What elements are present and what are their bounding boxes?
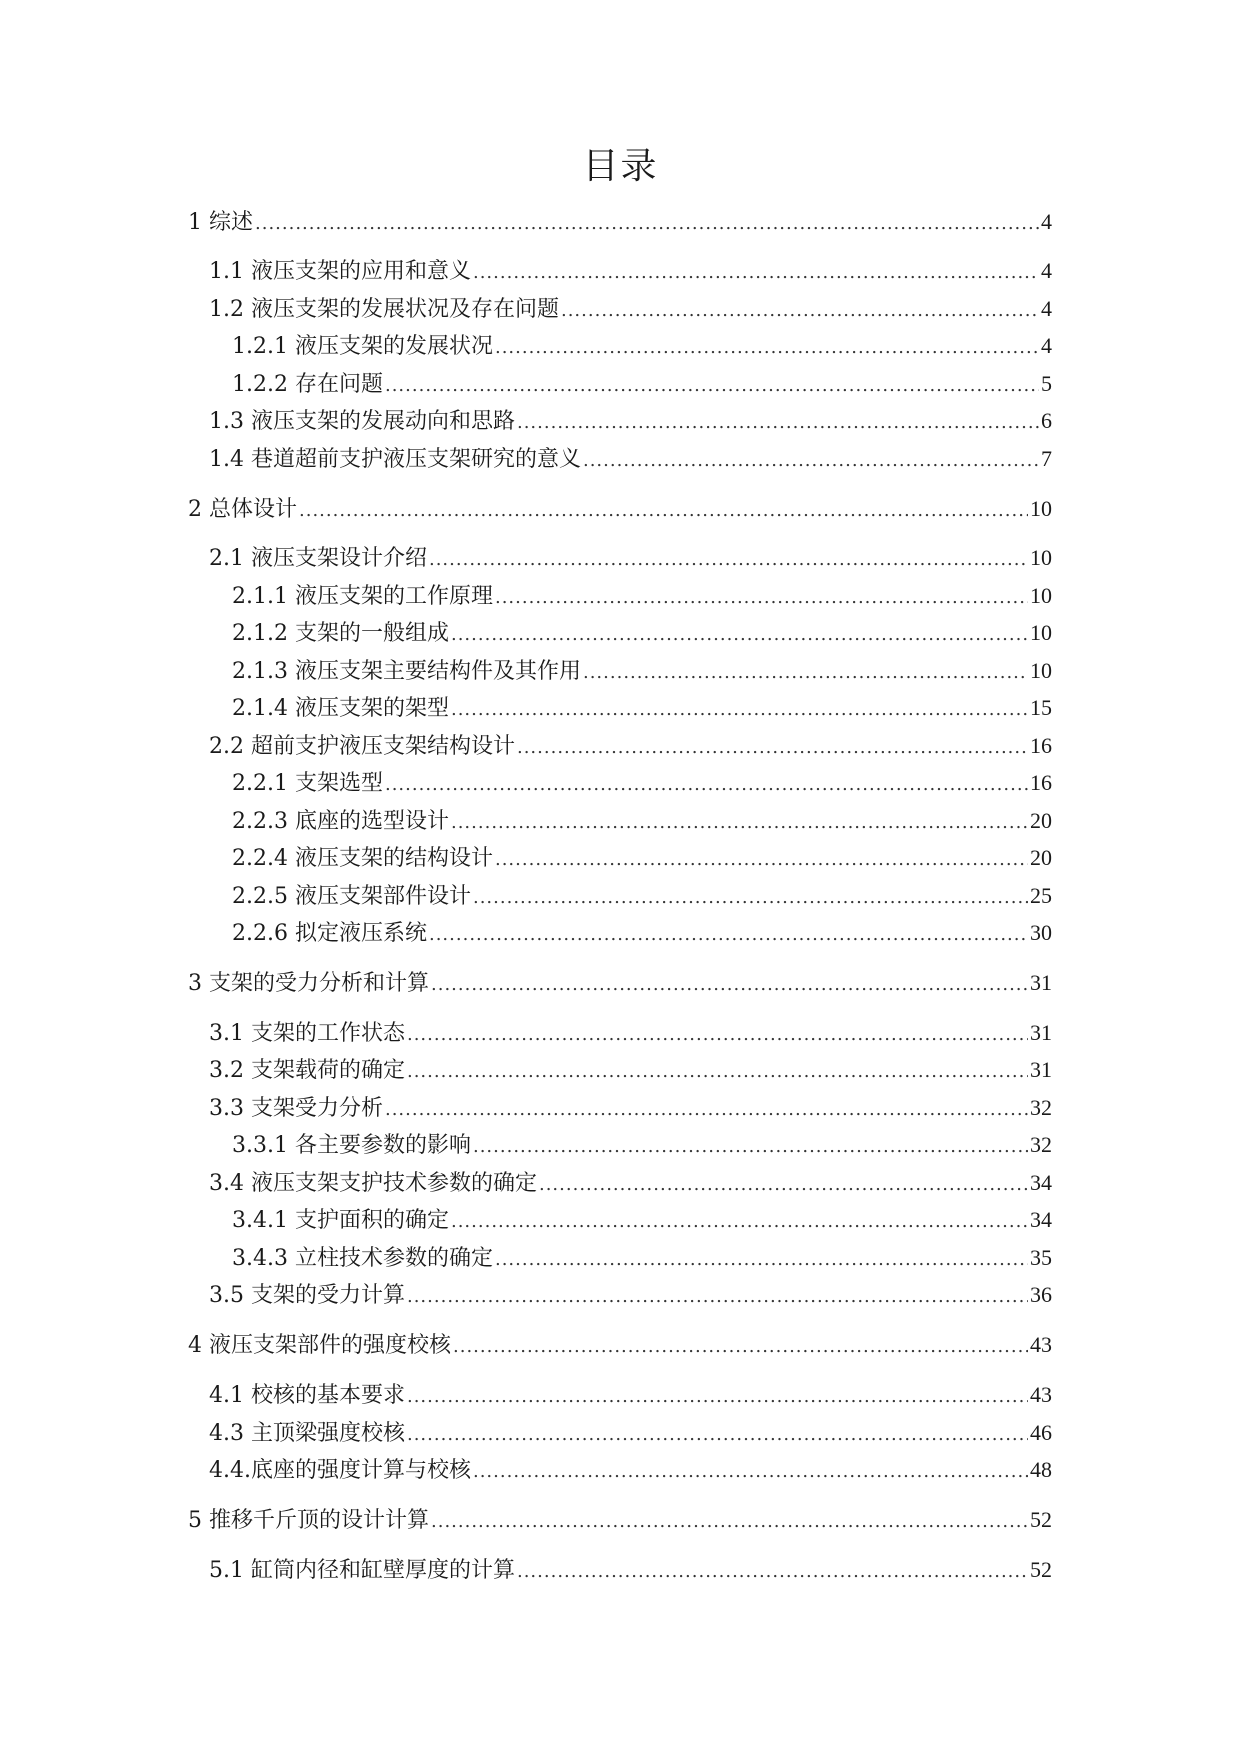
- toc-entry-label: 5.1 缸筒内径和缸壁厚度的计算: [209, 1558, 515, 1583]
- toc-entry-label: 3.5 支架的受力计算: [209, 1283, 405, 1308]
- toc-page-number: 15: [1030, 695, 1052, 720]
- toc-page-number: 35: [1030, 1245, 1052, 1270]
- toc-page-number: 32: [1030, 1132, 1052, 1157]
- toc-page-number: 7: [1041, 446, 1052, 471]
- toc-entry[interactable]: [209, 404, 1052, 438]
- toc-entry[interactable]: [232, 766, 1052, 800]
- toc-entry-label: 4 液压支架部件的强度校核: [188, 1333, 451, 1358]
- toc-entry[interactable]: [209, 292, 1052, 326]
- toc-entry[interactable]: [209, 254, 1052, 288]
- dot-leader: [451, 618, 1028, 652]
- toc-page-number: 20: [1030, 808, 1052, 833]
- toc-page-number: 20: [1030, 845, 1052, 870]
- toc-page-number: 4: [1041, 258, 1052, 283]
- dot-leader: [431, 968, 1028, 1002]
- toc-entry[interactable]: [232, 804, 1052, 838]
- toc-entry[interactable]: [232, 1128, 1052, 1162]
- toc-page-number: 10: [1030, 658, 1052, 683]
- toc-entry-label: 4.3 主顶梁强度校核: [209, 1421, 405, 1446]
- toc-entry-label: 1.4 巷道超前支护液压支架研究的意义: [209, 447, 581, 472]
- toc-page-number: 10: [1030, 620, 1052, 645]
- toc-page-number: 31: [1030, 1057, 1052, 1082]
- dot-leader: [451, 1205, 1028, 1239]
- toc-entry-label: 1 综述: [188, 210, 253, 235]
- toc-entry[interactable]: [232, 616, 1052, 650]
- toc-page-number: 10: [1030, 583, 1052, 608]
- toc-entry[interactable]: [188, 1328, 1052, 1362]
- toc-entry-label: 2.1.4 液压支架的架型: [232, 696, 449, 721]
- toc-entry[interactable]: [209, 541, 1052, 575]
- toc-entry-label: 3.4 液压支架支护技术参数的确定: [209, 1171, 537, 1196]
- toc-entry-label: 3.4.1 支护面积的确定: [232, 1208, 449, 1233]
- toc-page-number: 43: [1030, 1382, 1052, 1407]
- toc-entry[interactable]: [232, 879, 1052, 913]
- toc-page-number: 10: [1030, 545, 1052, 570]
- toc-page-number: 4: [1041, 333, 1052, 358]
- toc-entry-label: 3.4.3 立柱技术参数的确定: [232, 1246, 493, 1271]
- toc-page-number: 31: [1030, 970, 1052, 995]
- dot-leader: [539, 1168, 1028, 1202]
- toc-entry-label: 1.3 液压支架的发展动向和思路: [209, 409, 515, 434]
- toc-page-number: 43: [1030, 1332, 1052, 1357]
- toc-entry-label: 3.3 支架受力分析: [209, 1096, 383, 1121]
- toc-entry[interactable]: [232, 367, 1052, 401]
- dot-leader: [255, 207, 1039, 241]
- toc-entry[interactable]: [209, 1416, 1052, 1450]
- dot-leader: [473, 256, 1039, 290]
- toc-page-number: 30: [1030, 920, 1052, 945]
- toc-entry-label: 2 总体设计: [188, 497, 297, 522]
- toc-entry[interactable]: [209, 1553, 1052, 1587]
- toc-entry[interactable]: [209, 1166, 1052, 1200]
- dot-leader: [407, 1018, 1028, 1052]
- toc-entry-label: 2.2 超前支护液压支架结构设计: [209, 734, 515, 759]
- toc-entry[interactable]: [232, 691, 1052, 725]
- toc-entry[interactable]: [209, 1053, 1052, 1087]
- dot-leader: [583, 656, 1028, 690]
- toc-page-number: 48: [1030, 1457, 1052, 1482]
- toc-page-number: 4: [1041, 296, 1052, 321]
- dot-leader: [299, 494, 1028, 528]
- toc-page-number: 6: [1041, 408, 1052, 433]
- toc-entry-label: 4.4.底座的强度计算与校核: [209, 1458, 471, 1483]
- toc-page-number: 16: [1030, 770, 1052, 795]
- toc-entry[interactable]: [209, 1091, 1052, 1125]
- toc-entry-label: 2.2.5 液压支架部件设计: [232, 884, 471, 909]
- dot-leader: [561, 294, 1039, 328]
- toc-page-number: 46: [1030, 1420, 1052, 1445]
- toc-page-number: 5: [1041, 371, 1052, 396]
- toc-page-number: 52: [1030, 1507, 1052, 1532]
- toc-entry-label: 1.1 液压支架的应用和意义: [209, 259, 471, 284]
- page-title: 目录: [582, 146, 659, 187]
- toc-entry-label: 2.1.2 支架的一般组成: [232, 621, 449, 646]
- toc-page-number: 31: [1030, 1020, 1052, 1045]
- dot-leader: [431, 1505, 1028, 1539]
- toc-entry-label: 3.1 支架的工作状态: [209, 1021, 405, 1046]
- toc-entry[interactable]: [209, 729, 1052, 763]
- dot-leader: [407, 1280, 1028, 1314]
- toc-entry[interactable]: [209, 1278, 1052, 1312]
- dot-leader: [429, 543, 1028, 577]
- toc-page-number: 52: [1030, 1557, 1052, 1582]
- toc-entry[interactable]: [188, 492, 1052, 526]
- toc-entry-label: 3.3.1 各主要参数的影响: [232, 1133, 471, 1158]
- dot-leader: [407, 1055, 1028, 1089]
- toc-entry[interactable]: [188, 966, 1052, 1000]
- toc-entry-label: 2.1 液压支架设计介绍: [209, 546, 427, 571]
- dot-leader: [517, 1555, 1028, 1589]
- toc-page-number: 32: [1030, 1095, 1052, 1120]
- toc-entry[interactable]: [232, 579, 1052, 613]
- dot-leader: [473, 1455, 1028, 1489]
- toc-entry[interactable]: [188, 205, 1052, 239]
- dot-leader: [495, 843, 1028, 877]
- dot-leader: [517, 406, 1039, 440]
- dot-leader: [429, 918, 1028, 952]
- toc-entry[interactable]: [209, 442, 1052, 476]
- dot-leader: [517, 731, 1028, 765]
- toc-entry-label: 4.1 校核的基本要求: [209, 1383, 405, 1408]
- toc-entry-label: 2.2.1 支架选型: [232, 771, 383, 796]
- toc-entry[interactable]: [209, 1453, 1052, 1487]
- toc-page-number: 36: [1030, 1282, 1052, 1307]
- toc-entry[interactable]: [209, 1016, 1052, 1050]
- toc-entry[interactable]: [209, 1378, 1052, 1412]
- toc-page-number: 34: [1030, 1170, 1052, 1195]
- toc-entry-label: 2.1.1 液压支架的工作原理: [232, 584, 493, 609]
- dot-leader: [451, 806, 1028, 840]
- toc-page-number: 4: [1041, 209, 1052, 234]
- toc-page-number: 34: [1030, 1207, 1052, 1232]
- toc-entry[interactable]: [188, 1503, 1052, 1537]
- dot-leader: [385, 768, 1028, 802]
- toc-page-number: 16: [1030, 733, 1052, 758]
- dot-leader: [495, 331, 1039, 365]
- toc-entry-label: 1.2.2 存在问题: [232, 372, 383, 397]
- toc-entry[interactable]: [232, 1203, 1052, 1237]
- toc-entry[interactable]: [232, 1241, 1052, 1275]
- toc-entry-label: 1.2.1 液压支架的发展状况: [232, 334, 493, 359]
- dot-leader: [473, 881, 1028, 915]
- dot-leader: [451, 693, 1028, 727]
- toc-entry-label: 2.2.3 底座的选型设计: [232, 809, 449, 834]
- toc-entry[interactable]: [232, 841, 1052, 875]
- dot-leader: [453, 1330, 1028, 1364]
- dot-leader: [495, 581, 1028, 615]
- toc-entry-label: 3.2 支架载荷的确定: [209, 1058, 405, 1083]
- toc-page-number: 25: [1030, 883, 1052, 908]
- dot-leader: [385, 1093, 1028, 1127]
- toc-entry-label: 2.1.3 液压支架主要结构件及其作用: [232, 659, 581, 684]
- dot-leader: [407, 1418, 1028, 1452]
- dot-leader: [495, 1243, 1028, 1277]
- toc-entry[interactable]: [232, 329, 1052, 363]
- toc-entry-label: 3 支架的受力分析和计算: [188, 971, 429, 996]
- dot-leader: [583, 444, 1039, 478]
- toc-entry[interactable]: [232, 916, 1052, 950]
- toc-entry-label: 2.2.4 液压支架的结构设计: [232, 846, 493, 871]
- dot-leader: [473, 1130, 1028, 1164]
- toc-page-number: 10: [1030, 496, 1052, 521]
- toc-entry-label: 5 推移千斤顶的设计计算: [188, 1508, 429, 1533]
- dot-leader: [385, 369, 1039, 403]
- toc-entry[interactable]: [232, 654, 1052, 688]
- toc-entry-label: 1.2 液压支架的发展状况及存在问题: [209, 297, 559, 322]
- dot-leader: [407, 1380, 1028, 1414]
- toc-entry-label: 2.2.6 拟定液压系统: [232, 921, 427, 946]
